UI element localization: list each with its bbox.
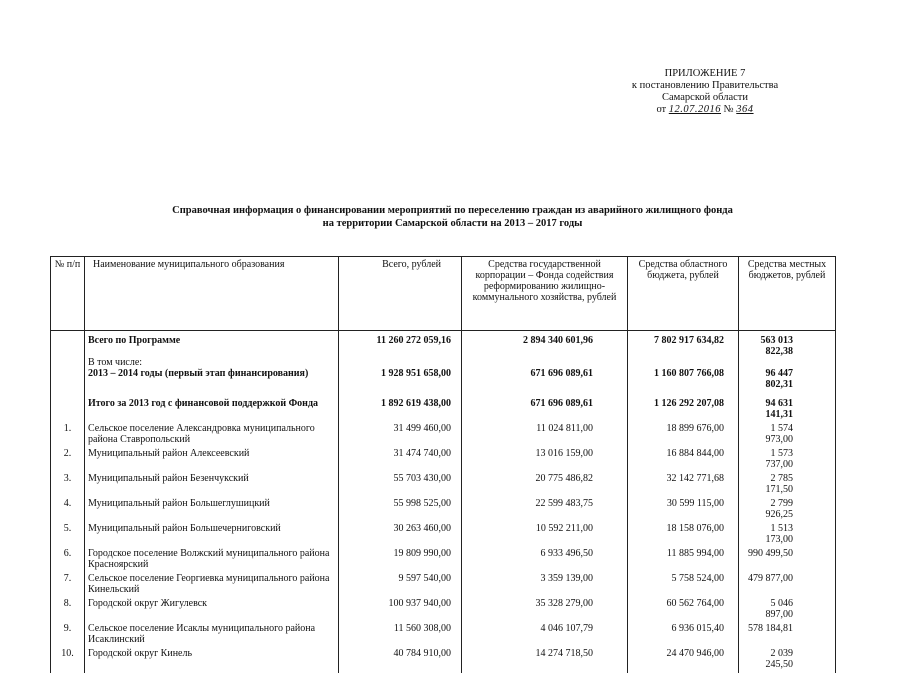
cell-num: 2. — [51, 448, 85, 473]
cell-regional: 11 885 994,00 — [628, 548, 739, 573]
appendix-title: ПРИЛОЖЕНИЕ 7 — [664, 68, 746, 79]
cell-total: 19 809 990,00 — [339, 548, 462, 573]
header-regional: Средства областного бюджета, рублей — [628, 257, 739, 331]
cell-total: 55 703 430,00 — [339, 473, 462, 498]
cell-local: 2 799 926,25 — [739, 498, 836, 523]
program-fund: 2 894 340 601,96 — [462, 331, 628, 358]
cell-name: Городское поселение Волжский муниципального района Красноярский — [85, 548, 339, 573]
appendix-number-label: № — [723, 104, 734, 115]
table-row — [51, 598, 836, 623]
year2013-local: 94 631 141,31 — [739, 398, 836, 423]
table-row — [51, 523, 836, 548]
cell-name: Муниципальный район Алексеевский — [85, 448, 339, 473]
header-num: № п/п — [51, 257, 85, 331]
cell-num: 1. — [51, 423, 85, 448]
cell-total: 31 499 460,00 — [339, 423, 462, 448]
cell-local: 5 046 897,00 — [739, 598, 836, 623]
cell-num: 9. — [51, 623, 85, 648]
cell-total: 40 784 910,00 — [339, 648, 462, 673]
table-row — [51, 623, 836, 648]
cell-num: 4. — [51, 498, 85, 523]
stage-name: 2013 – 2014 годы (первый этап финансирования) — [85, 368, 339, 390]
cell-fund: 11 024 811,00 — [462, 423, 628, 448]
cell-fund: 20 775 486,82 — [462, 473, 628, 498]
cell-local: 2 785 171,50 — [739, 473, 836, 498]
cell-num: 7. — [51, 573, 85, 598]
header-name: Наименование муниципального образования — [85, 257, 339, 331]
spacer-row — [51, 390, 836, 398]
including-label: В том числе: — [85, 357, 339, 368]
stage-total: 1 928 951 658,00 — [339, 368, 462, 390]
appendix-number: 364 — [736, 104, 754, 115]
cell-num: 5. — [51, 523, 85, 548]
stage-fund: 671 696 089,61 — [462, 368, 628, 390]
cell-regional: 6 936 015,40 — [628, 623, 739, 648]
table-row — [51, 423, 836, 448]
summary-row-stage — [51, 368, 836, 390]
cell-regional: 5 758 524,00 — [628, 573, 739, 598]
appendix-date: 12.07.2016 — [668, 104, 722, 115]
table-row — [51, 648, 836, 673]
cell-fund: 35 328 279,00 — [462, 598, 628, 623]
cell-local: 1 574 973,00 — [739, 423, 836, 448]
table-row — [51, 473, 836, 498]
financing-table — [50, 256, 836, 673]
cell-total: 55 998 525,00 — [339, 498, 462, 523]
cell-name: Городской округ Кинель — [85, 648, 339, 673]
title-line2: на территории Самарской области на 2013 – 2017 годы — [322, 218, 583, 229]
appendix-line1: к постановлению Правительства — [631, 80, 779, 91]
program-name: Всего по Программе — [85, 331, 339, 358]
appendix-block — [600, 68, 810, 116]
stage-local: 96 447 802,31 — [739, 368, 836, 390]
year2013-total: 1 892 619 438,00 — [339, 398, 462, 423]
year2013-name: Итого за 2013 год с финансовой поддержкой Фонда — [85, 398, 339, 423]
cell-name: Муниципальный район Большеглушицкий — [85, 498, 339, 523]
cell-fund: 13 016 159,00 — [462, 448, 628, 473]
cell-name: Городской округ Жигулевск — [85, 598, 339, 623]
cell-fund: 10 592 211,00 — [462, 523, 628, 548]
cell-total: 31 474 740,00 — [339, 448, 462, 473]
table-header-row — [51, 257, 836, 331]
cell-name: Сельское поселение Александровка муниципального района Ставропольский — [85, 423, 339, 448]
program-total: 11 260 272 059,16 — [339, 331, 462, 358]
cell-regional: 18 899 676,00 — [628, 423, 739, 448]
cell-fund: 22 599 483,75 — [462, 498, 628, 523]
year2013-regional: 1 126 292 207,08 — [628, 398, 739, 423]
appendix-line2: Самарской области — [662, 92, 748, 103]
table-row — [51, 448, 836, 473]
header-local: Средства местных бюджетов, рублей — [739, 257, 836, 331]
cell-total: 9 597 540,00 — [339, 573, 462, 598]
cell-regional: 24 470 946,00 — [628, 648, 739, 673]
header-fund: Средства государственной корпорации – Фонда содействия реформированию жилищно-коммунального хозяйства, рублей — [462, 257, 628, 331]
cell-num: 3. — [51, 473, 85, 498]
cell-regional: 16 884 844,00 — [628, 448, 739, 473]
cell-local: 990 499,50 — [739, 548, 836, 573]
appendix-prefix: от — [656, 104, 667, 115]
cell-name: Сельское поселение Георгиевка муниципального района Кинельский — [85, 573, 339, 598]
cell-regional: 30 599 115,00 — [628, 498, 739, 523]
cell-total: 100 937 940,00 — [339, 598, 462, 623]
cell-local: 479 877,00 — [739, 573, 836, 598]
cell-name: Муниципальный район Большечерниговский — [85, 523, 339, 548]
cell-total: 11 560 308,00 — [339, 623, 462, 648]
cell-fund: 4 046 107,79 — [462, 623, 628, 648]
cell-num: 6. — [51, 548, 85, 573]
cell-num: 8. — [51, 598, 85, 623]
cell-regional: 32 142 771,68 — [628, 473, 739, 498]
cell-regional: 60 562 764,00 — [628, 598, 739, 623]
cell-local: 2 039 245,50 — [739, 648, 836, 673]
title-line1: Справочная информация о финансировании мероприятий по переселению граждан из аварийного жилищного фонда — [172, 205, 733, 216]
cell-fund: 14 274 718,50 — [462, 648, 628, 673]
cell-regional: 18 158 076,00 — [628, 523, 739, 548]
cell-name: Муниципальный район Безенчукский — [85, 473, 339, 498]
year2013-fund: 671 696 089,61 — [462, 398, 628, 423]
program-regional: 7 802 917 634,82 — [628, 331, 739, 358]
cell-num: 10. — [51, 648, 85, 673]
stage-regional: 1 160 807 766,08 — [628, 368, 739, 390]
cell-total: 30 263 460,00 — [339, 523, 462, 548]
cell-name: Сельское поселение Исаклы муниципального района Исаклинский — [85, 623, 339, 648]
cell-local: 578 184,81 — [739, 623, 836, 648]
cell-fund: 3 359 139,00 — [462, 573, 628, 598]
summary-row-2013 — [51, 398, 836, 423]
cell-local: 1 513 173,00 — [739, 523, 836, 548]
summary-row-program — [51, 331, 836, 358]
appendix-sign-line — [600, 104, 810, 116]
document-title — [60, 204, 845, 230]
table-row — [51, 498, 836, 523]
including-row — [51, 357, 836, 368]
cell-fund: 6 933 496,50 — [462, 548, 628, 573]
cell-local: 1 573 737,00 — [739, 448, 836, 473]
municipal-rows — [51, 423, 836, 673]
table-row — [51, 573, 836, 598]
header-total: Всего, рублей — [339, 257, 462, 331]
table-row — [51, 548, 836, 573]
program-local: 563 013 822,38 — [739, 331, 836, 358]
